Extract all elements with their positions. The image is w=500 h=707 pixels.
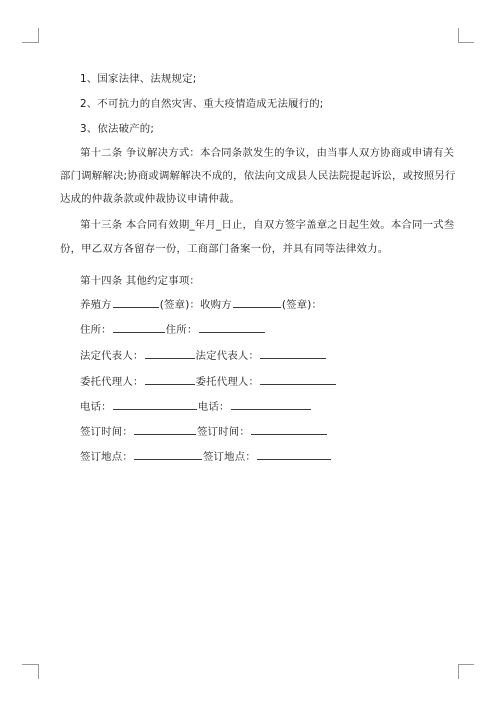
sign-place-blank-a	[134, 449, 202, 460]
phone-label-a: 电话：	[80, 401, 112, 413]
article-13-line-2: 份，甲乙双方各留存一份，工商部门备案一份，并具有同等法律效力。	[60, 243, 389, 255]
clause-item-3: 3、依法破产的;	[80, 123, 155, 135]
article-14-title: 第十四条 其他约定事项：	[80, 275, 200, 287]
phone-label-b: 电话：	[197, 401, 230, 413]
purchaser-label: (签章)：收购方	[159, 299, 232, 311]
breeder-label: 养殖方	[80, 299, 112, 311]
article-12-line-3: 达成的仲裁条款或仲裁协议申请仲裁。	[60, 193, 241, 205]
address-label-b: 住所：	[165, 324, 198, 336]
sign-date-blank-b	[251, 424, 327, 435]
signature-row-party	[80, 296, 322, 311]
article-13-line-1: 第十三条 本合同有效期_年月_日止，自双方签字盖章之日起生效。本合同一式叁	[80, 219, 455, 231]
legal-rep-blank-b	[260, 348, 326, 359]
sign-place-label-a: 签订地点：	[80, 451, 133, 463]
signature-row-phone	[80, 398, 312, 413]
sign-place-label-b: 签订地点：	[202, 451, 256, 463]
breeder-blank	[113, 297, 159, 308]
sign-date-label-a: 签订时间：	[80, 426, 133, 438]
sign-date-label-b: 签订时间：	[196, 426, 250, 438]
address-blank-a	[113, 322, 165, 333]
legal-rep-label-b: 法定代表人：	[195, 350, 260, 362]
legal-rep-blank-a	[145, 348, 195, 359]
address-label-a: 住所：	[80, 324, 112, 336]
sign-date-blank-a	[134, 424, 196, 435]
purchaser-blank	[233, 297, 281, 308]
article-12-line-1: 第十二条 争议解决方式：本合同条款发生的争议，由当事人双方协商或申请有关	[80, 147, 455, 159]
signature-row-date	[80, 423, 328, 438]
article-12-line-2: 部门调解解决;协商或调解解决不成的，依法向文成县人民法院提起诉讼，或按照另行	[60, 170, 456, 182]
seal-label: (签章)：	[281, 299, 323, 311]
legal-rep-label-a: 法定代表人：	[80, 350, 144, 362]
clause-item-1: 1、国家法律、法规规定;	[80, 73, 197, 85]
address-blank-b	[199, 322, 265, 333]
agent-blank-b	[260, 374, 336, 385]
signature-row-address	[80, 321, 266, 336]
clause-item-2: 2、不可抗力的自然灾害、重大疫情造成无法履行的;	[80, 98, 324, 110]
signature-row-legal-rep	[80, 347, 327, 362]
signature-row-place	[80, 448, 332, 463]
phone-blank-b	[231, 399, 311, 410]
agent-blank-a	[145, 374, 195, 385]
sign-place-blank-b	[257, 449, 331, 460]
agent-label-b: 委托代理人：	[195, 376, 260, 388]
phone-blank-a	[113, 399, 197, 410]
signature-row-agent	[80, 373, 337, 388]
agent-label-a: 委托代理人：	[80, 376, 144, 388]
